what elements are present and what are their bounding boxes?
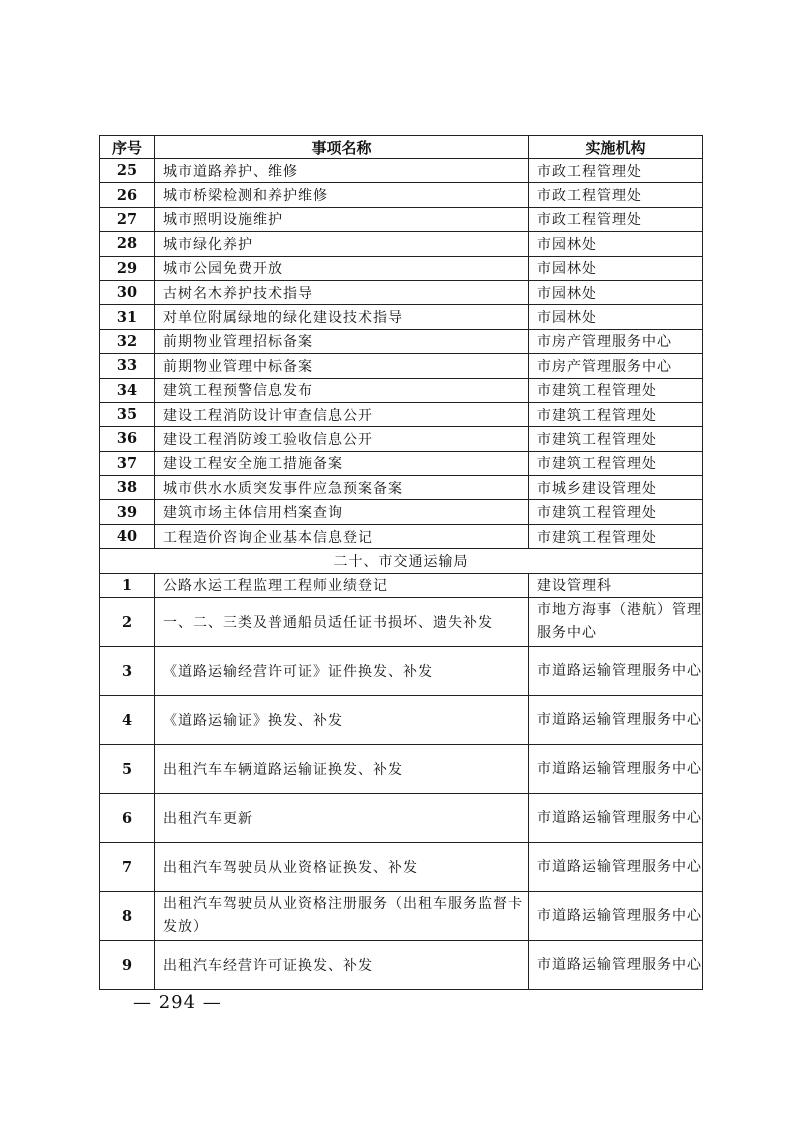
table-row [100,305,703,329]
row-organization: 市道路运输管理服务中心 [529,794,703,843]
row-item-name: 前期物业管理中标备案 [155,354,529,378]
row-organization: 市政工程管理处 [529,183,703,207]
row-item-name: 建设工程消防竣工验收信息公开 [155,427,529,451]
row-item-name: 工程造价咨询企业基本信息登记 [155,524,529,548]
row-item-name: 出租汽车更新 [155,794,529,843]
table-row [100,183,703,207]
section-title: 二十、市交通运输局 [100,549,703,573]
row-organization: 市园林处 [529,256,703,280]
row-item-name: 建筑市场主体信用档案查询 [155,500,529,524]
row-number: 34 [100,378,155,402]
table-row [100,207,703,231]
row-number: 1 [100,573,155,597]
table-row [100,647,703,696]
row-item-name: 出租汽车车辆道路运输证换发、补发 [155,745,529,794]
row-number: 27 [100,207,155,231]
row-organization: 市道路运输管理服务中心 [529,941,703,990]
row-number: 33 [100,354,155,378]
row-number: 30 [100,280,155,304]
table-row [100,451,703,475]
table-row [100,892,703,941]
row-organization: 市建筑工程管理处 [529,402,703,426]
page-number: — 294 — [133,992,222,1013]
row-item-name: 《道路运输证》换发、补发 [155,696,529,745]
row-number: 31 [100,305,155,329]
row-item-name: 古树名木养护技术指导 [155,280,529,304]
row-number: 26 [100,183,155,207]
row-number: 5 [100,745,155,794]
row-item-name: 建设工程安全施工措施备案 [155,451,529,475]
row-organization: 市建筑工程管理处 [529,378,703,402]
row-organization: 建设管理科 [529,573,703,597]
row-number: 36 [100,427,155,451]
row-organization: 市园林处 [529,232,703,256]
table-header-row [100,136,703,159]
row-item-name: 城市桥梁检测和养护维修 [155,183,529,207]
row-item-name: 《道路运输经营许可证》证件换发、补发 [155,647,529,696]
row-item-name: 前期物业管理招标备案 [155,329,529,353]
table-row [100,354,703,378]
table-row [100,256,703,280]
table-row [100,402,703,426]
row-organization: 市道路运输管理服务中心 [529,892,703,941]
header-number: 序号 [100,136,155,159]
header-item-name: 事项名称 [155,136,529,159]
row-item-name: 出租汽车经营许可证换发、补发 [155,941,529,990]
row-number: 35 [100,402,155,426]
row-organization: 市建筑工程管理处 [529,524,703,548]
table-row [100,476,703,500]
row-organization: 市园林处 [529,280,703,304]
row-organization: 市房产管理服务中心 [529,354,703,378]
table-row [100,794,703,843]
table-row [100,427,703,451]
row-item-name: 城市道路养护、维修 [155,159,529,183]
row-number: 38 [100,476,155,500]
row-number: 32 [100,329,155,353]
row-number: 40 [100,524,155,548]
table-row [100,280,703,304]
row-organization: 市政工程管理处 [529,207,703,231]
row-number: 9 [100,941,155,990]
row-number: 25 [100,159,155,183]
row-item-name: 城市公园免费开放 [155,256,529,280]
row-item-name: 对单位附属绿地的绿化建设技术指导 [155,305,529,329]
table-row [100,843,703,892]
row-item-name: 建筑工程预警信息发布 [155,378,529,402]
row-number: 37 [100,451,155,475]
items-table [99,135,703,990]
table-row [100,598,703,647]
table-row [100,378,703,402]
row-item-name: 城市供水水质突发事件应急预案备案 [155,476,529,500]
row-item-name: 城市绿化养护 [155,232,529,256]
section-row [100,549,703,573]
row-organization: 市建筑工程管理处 [529,451,703,475]
row-number: 29 [100,256,155,280]
table-row [100,524,703,548]
table-row [100,159,703,183]
row-number: 39 [100,500,155,524]
row-item-name: 出租汽车驾驶员从业资格注册服务（出租车服务监督卡发放） [155,892,529,941]
table-row [100,696,703,745]
row-organization: 市道路运输管理服务中心 [529,843,703,892]
row-organization: 市建筑工程管理处 [529,427,703,451]
table-row [100,232,703,256]
row-organization: 市政工程管理处 [529,159,703,183]
row-organization: 市建筑工程管理处 [529,500,703,524]
row-number: 7 [100,843,155,892]
row-organization: 市道路运输管理服务中心 [529,696,703,745]
row-organization: 市园林处 [529,305,703,329]
table-row [100,573,703,597]
row-number: 2 [100,598,155,647]
header-organization: 实施机构 [529,136,703,159]
row-organization: 市道路运输管理服务中心 [529,647,703,696]
row-number: 8 [100,892,155,941]
row-item-name: 公路水运工程监理工程师业绩登记 [155,573,529,597]
table-row [100,941,703,990]
row-organization: 市地方海事（港航）管理服务中心 [529,598,703,647]
row-organization: 市道路运输管理服务中心 [529,745,703,794]
row-number: 6 [100,794,155,843]
table-row [100,745,703,794]
table-row [100,500,703,524]
row-item-name: 一、二、三类及普通船员适任证书损坏、遗失补发 [155,598,529,647]
row-organization: 市城乡建设管理处 [529,476,703,500]
row-item-name: 城市照明设施维护 [155,207,529,231]
row-item-name: 出租汽车驾驶员从业资格证换发、补发 [155,843,529,892]
row-item-name: 建设工程消防设计审查信息公开 [155,402,529,426]
row-number: 28 [100,232,155,256]
row-organization: 市房产管理服务中心 [529,329,703,353]
table-row [100,329,703,353]
row-number: 3 [100,647,155,696]
row-number: 4 [100,696,155,745]
